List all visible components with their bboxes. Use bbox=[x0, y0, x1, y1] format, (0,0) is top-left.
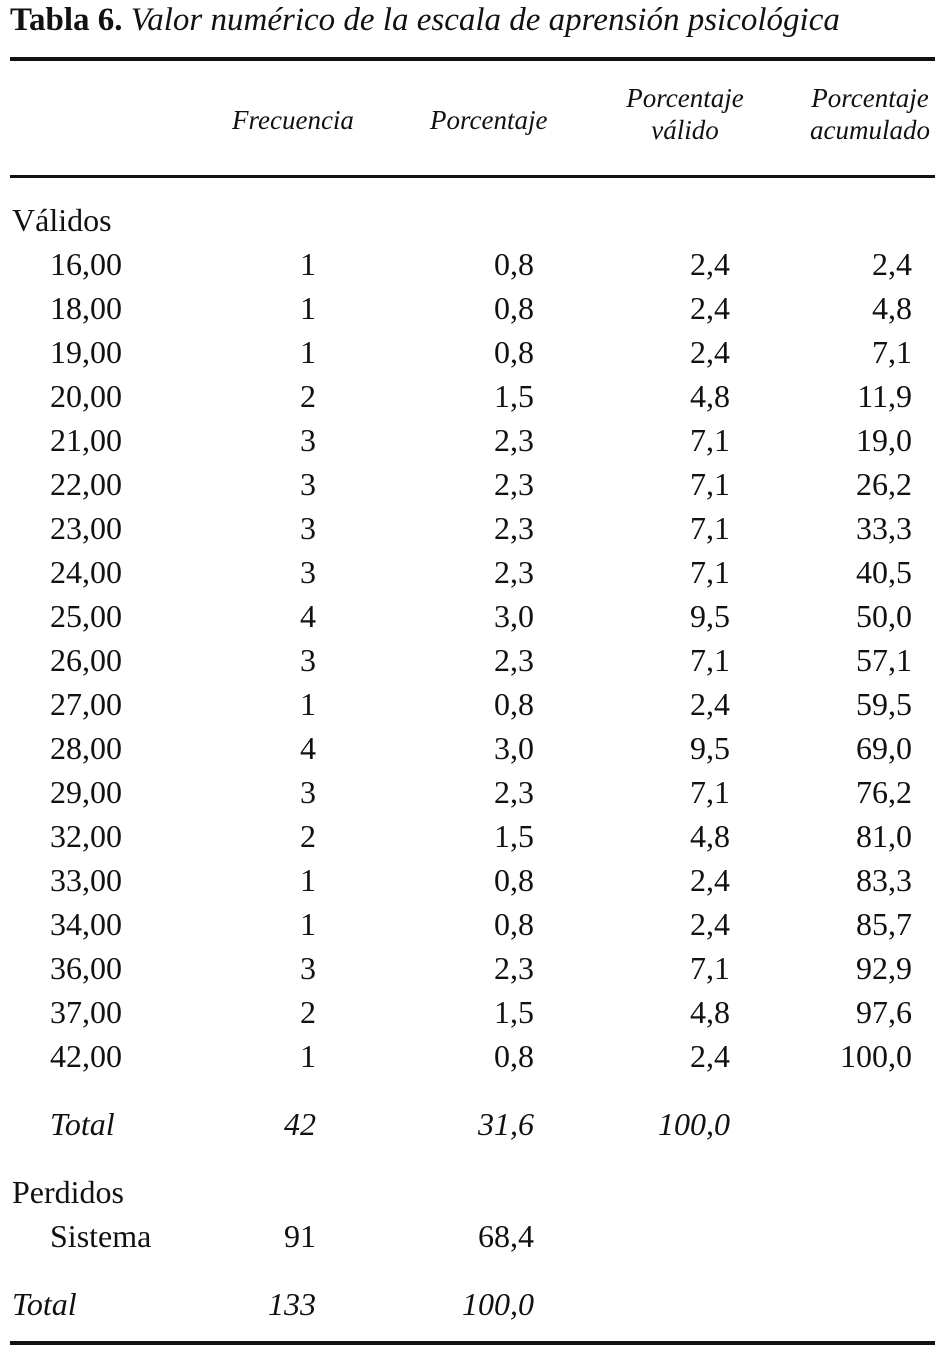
cell-porcentaje: 2,3 bbox=[494, 642, 534, 678]
cell-frecuencia: 4 bbox=[300, 598, 316, 634]
cell-frecuencia: 3 bbox=[300, 422, 316, 458]
table-row bbox=[0, 990, 942, 1034]
cell-frecuencia: 2 bbox=[300, 818, 316, 854]
sistema-row: Sistema 91 68,4 bbox=[50, 1218, 534, 1254]
cell-porcentaje-valido: 7,1 bbox=[690, 510, 730, 546]
cell-porcentaje-valido: 2,4 bbox=[690, 334, 730, 370]
cell-frecuencia: 1 bbox=[300, 246, 316, 282]
row-value: 20,00 bbox=[50, 378, 122, 414]
cell-porcentaje-acumulado: 76,2 bbox=[856, 774, 912, 810]
table-row bbox=[0, 814, 942, 858]
top-rule bbox=[10, 57, 935, 61]
header-porcentaje-acumulado: Porcentaje acumulado bbox=[810, 83, 930, 145]
table-row bbox=[0, 418, 942, 462]
cell-frecuencia: 3 bbox=[300, 642, 316, 678]
cell-porcentaje: 0,8 bbox=[494, 290, 534, 326]
cell-frecuencia: 4 bbox=[300, 730, 316, 766]
header-porcentaje-valido: Porcentaje válido bbox=[626, 83, 744, 145]
table-row bbox=[0, 682, 942, 726]
cell-porcentaje-valido: 4,8 bbox=[690, 818, 730, 854]
cell-porcentaje-valido: 9,5 bbox=[690, 730, 730, 766]
table-row bbox=[0, 594, 942, 638]
row-value: 21,00 bbox=[50, 422, 122, 458]
table-row bbox=[0, 858, 942, 902]
cell-porcentaje-acumulado: 11,9 bbox=[857, 378, 912, 414]
row-value: 37,00 bbox=[50, 994, 122, 1030]
row-value: 33,00 bbox=[50, 862, 122, 898]
row-value: 26,00 bbox=[50, 642, 122, 678]
cell-porcentaje-valido: 9,5 bbox=[690, 598, 730, 634]
cell-porcentaje: 0,8 bbox=[494, 246, 534, 282]
table-row bbox=[0, 946, 942, 990]
cell-porcentaje-acumulado: 83,3 bbox=[856, 862, 912, 898]
cell-porcentaje-acumulado: 69,0 bbox=[856, 730, 912, 766]
cell-porcentaje-acumulado: 81,0 bbox=[856, 818, 912, 854]
table-title bbox=[10, 0, 840, 44]
row-value: 29,00 bbox=[50, 774, 122, 810]
header-frecuencia: Frecuencia bbox=[232, 105, 354, 135]
validos-total-row: Total 42 31,6 100,0 bbox=[50, 1106, 730, 1142]
cell-porcentaje: 2,3 bbox=[494, 774, 534, 810]
cell-porcentaje-valido: 2,4 bbox=[690, 862, 730, 898]
row-value: 32,00 bbox=[50, 818, 122, 854]
cell-frecuencia: 2 bbox=[300, 994, 316, 1030]
row-value: 19,00 bbox=[50, 334, 122, 370]
cell-porcentaje: 3,0 bbox=[494, 598, 534, 634]
table-row bbox=[0, 462, 942, 506]
cell-frecuencia: 1 bbox=[300, 334, 316, 370]
grand-total-row: Total 133 100,0 bbox=[12, 1286, 534, 1322]
cell-porcentaje: 0,8 bbox=[494, 334, 534, 370]
row-value: 28,00 bbox=[50, 730, 122, 766]
cell-frecuencia: 3 bbox=[300, 466, 316, 502]
row-value: 24,00 bbox=[50, 554, 122, 590]
cell-porcentaje-acumulado: 4,8 bbox=[872, 290, 912, 326]
cell-porcentaje-valido: 7,1 bbox=[690, 466, 730, 502]
cell-frecuencia: 2 bbox=[300, 378, 316, 414]
row-value: 16,00 bbox=[50, 246, 122, 282]
cell-porcentaje-acumulado: 100,0 bbox=[840, 1038, 912, 1074]
row-value: 23,00 bbox=[50, 510, 122, 546]
table-row bbox=[0, 374, 942, 418]
cell-frecuencia: 1 bbox=[300, 862, 316, 898]
table-row bbox=[0, 770, 942, 814]
cell-porcentaje-acumulado: 7,1 bbox=[872, 334, 912, 370]
table-row bbox=[0, 286, 942, 330]
cell-porcentaje: 2,3 bbox=[494, 466, 534, 502]
cell-frecuencia: 1 bbox=[300, 1038, 316, 1074]
table-row bbox=[0, 330, 942, 374]
cell-frecuencia: 1 bbox=[300, 290, 316, 326]
row-value: 36,00 bbox=[50, 950, 122, 986]
cell-porcentaje-valido: 4,8 bbox=[690, 994, 730, 1030]
cell-porcentaje: 0,8 bbox=[494, 906, 534, 942]
cell-porcentaje: 0,8 bbox=[494, 862, 534, 898]
row-value: 42,00 bbox=[50, 1038, 122, 1074]
cell-frecuencia: 3 bbox=[300, 950, 316, 986]
table-row bbox=[0, 726, 942, 770]
table-row bbox=[0, 902, 942, 946]
table-caption: Valor numérico de la escala de aprensión psicológica bbox=[130, 2, 840, 38]
cell-porcentaje: 2,3 bbox=[494, 950, 534, 986]
cell-porcentaje: 1,5 bbox=[494, 378, 534, 414]
cell-porcentaje: 2,3 bbox=[494, 554, 534, 590]
cell-porcentaje-acumulado: 26,2 bbox=[856, 466, 912, 502]
table-row bbox=[0, 550, 942, 594]
table-number: Tabla 6. bbox=[10, 2, 123, 38]
cell-frecuencia: 1 bbox=[300, 906, 316, 942]
row-value: 22,00 bbox=[50, 466, 122, 502]
table-row bbox=[0, 506, 942, 550]
cell-porcentaje-valido: 2,4 bbox=[690, 246, 730, 282]
row-value: 27,00 bbox=[50, 686, 122, 722]
cell-frecuencia: 3 bbox=[300, 510, 316, 546]
cell-porcentaje-acumulado: 50,0 bbox=[856, 598, 912, 634]
cell-porcentaje-valido: 7,1 bbox=[690, 642, 730, 678]
header-porcentaje: Porcentaje bbox=[430, 105, 548, 135]
cell-porcentaje-valido: 7,1 bbox=[690, 422, 730, 458]
cell-frecuencia: 1 bbox=[300, 686, 316, 722]
cell-porcentaje: 3,0 bbox=[494, 730, 534, 766]
cell-porcentaje-valido: 4,8 bbox=[690, 378, 730, 414]
cell-porcentaje-valido: 2,4 bbox=[690, 290, 730, 326]
cell-porcentaje-acumulado: 33,3 bbox=[856, 510, 912, 546]
cell-porcentaje: 2,3 bbox=[494, 422, 534, 458]
cell-porcentaje-valido: 2,4 bbox=[690, 686, 730, 722]
row-value: 34,00 bbox=[50, 906, 122, 942]
section-label-validos: Válidos bbox=[12, 202, 112, 238]
cell-porcentaje-valido: 2,4 bbox=[690, 1038, 730, 1074]
cell-porcentaje: 2,3 bbox=[494, 510, 534, 546]
cell-porcentaje: 1,5 bbox=[494, 818, 534, 854]
cell-porcentaje-valido: 7,1 bbox=[690, 554, 730, 590]
cell-porcentaje-acumulado: 2,4 bbox=[872, 246, 912, 282]
cell-porcentaje: 1,5 bbox=[494, 994, 534, 1030]
cell-porcentaje: 0,8 bbox=[494, 686, 534, 722]
cell-porcentaje-acumulado: 57,1 bbox=[856, 642, 912, 678]
cell-porcentaje-valido: 7,1 bbox=[690, 774, 730, 810]
cell-porcentaje-valido: 2,4 bbox=[690, 906, 730, 942]
row-value: 25,00 bbox=[50, 598, 122, 634]
cell-porcentaje: 0,8 bbox=[494, 1038, 534, 1074]
cell-porcentaje-valido: 7,1 bbox=[690, 950, 730, 986]
cell-porcentaje-acumulado: 85,7 bbox=[856, 906, 912, 942]
cell-porcentaje-acumulado: 40,5 bbox=[856, 554, 912, 590]
bottom-rule bbox=[10, 1341, 935, 1345]
cell-frecuencia: 3 bbox=[300, 774, 316, 810]
cell-frecuencia: 3 bbox=[300, 554, 316, 590]
cell-porcentaje-acumulado: 92,9 bbox=[856, 950, 912, 986]
table-row bbox=[0, 1034, 942, 1078]
cell-porcentaje-acumulado: 97,6 bbox=[856, 994, 912, 1030]
table-row bbox=[0, 638, 942, 682]
cell-porcentaje-acumulado: 19,0 bbox=[856, 422, 912, 458]
header-rule bbox=[10, 175, 935, 178]
cell-porcentaje-acumulado: 59,5 bbox=[856, 686, 912, 722]
row-value: 18,00 bbox=[50, 290, 122, 326]
section-label-perdidos: Perdidos bbox=[12, 1174, 124, 1210]
table-row bbox=[0, 242, 942, 286]
